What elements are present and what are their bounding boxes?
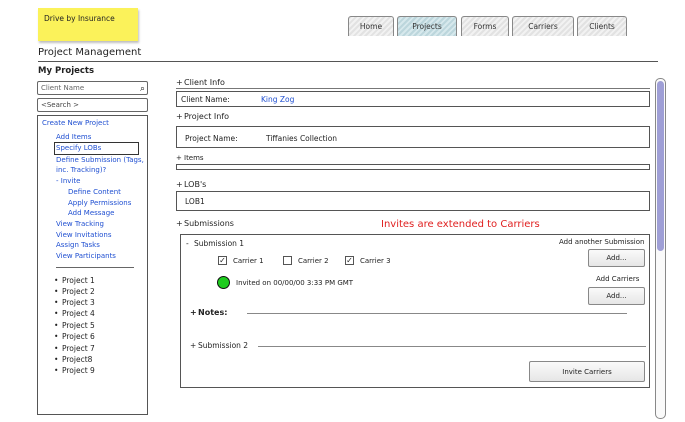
project-list-item[interactable]: • Project 6 [54,332,95,341]
carrier1-checkbox[interactable]: ✓ [219,256,226,265]
notes-line [247,313,627,314]
view-participants-link[interactable]: View Participants [56,252,116,260]
tab-clients-label: Clients [589,22,615,31]
add-carriers-button[interactable] [588,287,645,305]
annotation-note: Invites are extended to Carriers [381,219,540,230]
tab-projects[interactable] [397,16,457,36]
define-content-link[interactable]: Define Content [68,188,121,196]
submission1-label: Submission 1 [194,239,245,248]
tab-carriers-label: Carriers [528,22,558,31]
submission2-line [258,346,646,347]
assign-tasks-link[interactable]: Assign Tasks [56,241,100,249]
submissions-label: Submissions [184,219,234,228]
project-label: Project8 [62,355,93,364]
invite-link[interactable]: - Invite [56,177,81,185]
apply-permissions-link[interactable]: Apply Permissions [68,199,132,207]
carrier2-label: Carrier 2 [298,257,329,265]
submissions-toggle[interactable]: +Submissions [176,219,234,228]
lob-value: LOB1 [185,197,205,206]
add-message-link[interactable]: Add Message [68,209,115,217]
client-name-placeholder: Client Name [41,84,85,92]
tab-home[interactable] [348,16,394,36]
add-items-link[interactable]: Add Items [56,133,92,141]
status-indicator-icon [217,276,230,289]
define-submission-link[interactable]: Define Submission (Tags, [56,156,144,164]
project-name-value: Tiffanies Collection [266,134,338,143]
add-another-submission-label: Add another Submission [559,238,645,246]
add-carriers-button-label: Add... [606,292,627,300]
project-label: Project 2 [62,287,95,296]
project-list-item[interactable]: • Project 4 [54,309,95,318]
client-info-divider [176,88,650,89]
lobs-toggle[interactable]: +LOB's [176,180,207,189]
submission1-toggle[interactable]: - Submission 1 [186,239,245,248]
project-list-item[interactable]: • Project8 [54,355,93,364]
client-name-value[interactable]: King Zog [261,95,295,104]
sidebar-nav-panel [37,115,148,415]
items-label: Items [184,154,204,162]
tab-carriers[interactable] [512,16,574,36]
project-info-toggle[interactable]: +Project Info [176,112,230,121]
invite-carriers-button-label: Invite Carriers [562,367,612,376]
carrier2-checkbox[interactable] [283,256,292,265]
client-name-field [176,91,650,107]
add-submission-button-label: Add... [606,254,627,262]
project-label: Project 4 [62,309,95,318]
project-label: Project 9 [62,366,95,375]
notes-label: Notes: [198,308,228,317]
content-scrollbar[interactable] [655,78,666,419]
project-name-label: Project Name: [185,134,238,143]
items-toggle[interactable]: + Items [176,154,204,162]
project-list-item[interactable]: • Project 7 [54,344,95,353]
tab-forms-label: Forms [473,22,497,31]
project-list-item[interactable]: • Project 1 [54,276,95,285]
search-input[interactable] [37,98,148,112]
add-carriers-label: Add Carriers [596,275,640,283]
project-list-item[interactable]: • Project 9 [54,366,95,375]
carrier1-label: Carrier 1 [233,257,264,265]
create-new-project-link[interactable]: Create New Project [42,119,109,127]
project-label: Project 3 [62,298,95,307]
search-placeholder: <Search > [41,101,80,109]
lobs-label: LOB's [184,180,207,189]
client-name-label: Client Name: [181,95,230,104]
tab-home-label: Home [359,22,383,31]
title-divider [38,61,658,62]
tab-forms[interactable] [461,16,509,36]
project-label: Project 5 [62,321,95,330]
project-name-field [176,126,650,148]
tab-clients[interactable] [577,16,627,36]
sidebar-divider [56,267,134,268]
project-label: Project 6 [62,332,95,341]
view-tracking-link[interactable]: View Tracking [56,220,104,228]
project-label: Project 1 [62,276,95,285]
invited-status-text: Invited on 00/00/00 3:33 PM GMT [236,279,354,287]
project-info-label: Project Info [184,112,230,121]
lob-field [176,191,650,211]
tab-projects-label: Projects [412,22,442,31]
client-name-search-input[interactable] [37,81,148,95]
define-submission-link-cont[interactable]: inc. Tracking)? [56,166,107,174]
carrier3-label: Carrier 3 [360,257,391,265]
submission2-toggle[interactable]: + Submission 2 [190,341,249,350]
project-list-item[interactable]: • Project 5 [54,321,95,330]
project-list-item[interactable]: • Project 2 [54,287,95,296]
sticky-note-text: Drive by Insurance [44,14,115,23]
submission2-label: Submission 2 [198,341,249,350]
add-submission-button[interactable] [588,249,645,267]
project-list-item[interactable]: • Project 3 [54,298,95,307]
carrier3-checkbox[interactable]: ✓ [346,256,353,265]
items-field [176,164,650,170]
my-projects-heading: My Projects [38,66,95,76]
scrollbar-thumb[interactable] [657,81,664,251]
client-info-label: Client Info [184,78,225,87]
page-title: Project Management [38,47,142,58]
invite-carriers-button[interactable] [529,361,645,382]
notes-toggle[interactable]: +Notes: [190,308,228,317]
specify-lobs-link[interactable]: Specify LOBs [56,144,102,152]
search-icon[interactable]: ⌕ [139,84,145,94]
project-label: Project 7 [62,344,95,353]
client-info-toggle[interactable]: +Client Info [176,78,225,87]
view-invitations-link[interactable]: View Invitations [56,231,112,239]
sticky-note [38,8,138,41]
